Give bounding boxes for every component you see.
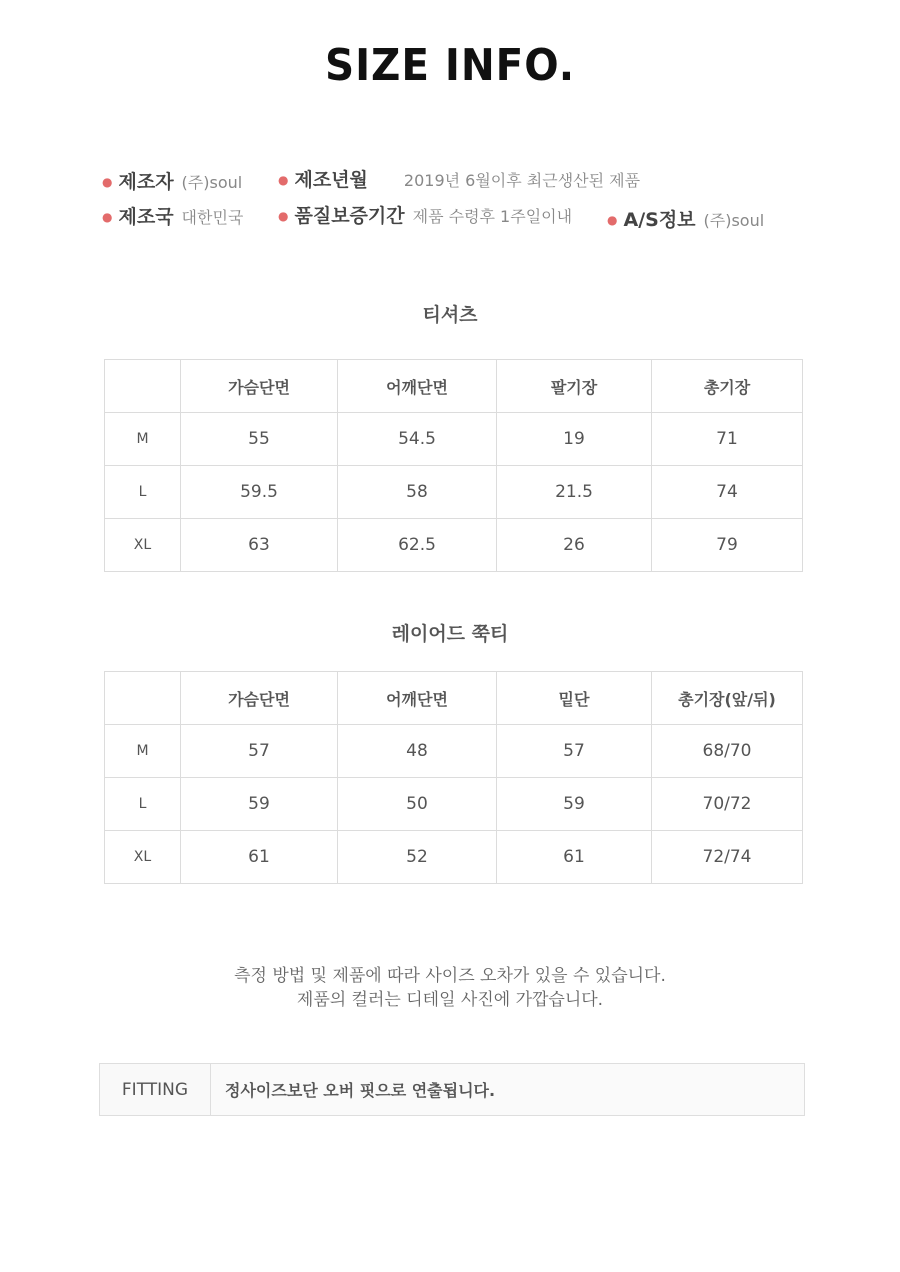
value-cell: 55 — [181, 413, 338, 466]
info-label: 제조자 — [118, 171, 174, 193]
value-cell: 52 — [338, 831, 497, 884]
value-cell: 62.5 — [338, 519, 497, 572]
info-as — [607, 205, 764, 232]
note-line: 측정 방법 및 제품에 따라 사이즈 오차가 있을 수 있습니다. — [234, 966, 666, 986]
value-cell: 19 — [497, 413, 652, 466]
table-row — [105, 831, 803, 884]
header-cell: 가슴단면 — [181, 360, 338, 413]
value-cell: 54.5 — [338, 413, 497, 466]
fitting-box — [99, 1063, 805, 1116]
bullet-icon: ● — [102, 175, 113, 189]
value-cell: 79 — [652, 519, 803, 572]
table-row — [105, 725, 803, 778]
value-cell: 59 — [181, 778, 338, 831]
value-cell: 68/70 — [652, 725, 803, 778]
info-value: 제품 수령후 1주일이내 — [412, 207, 573, 226]
table-row — [105, 519, 803, 572]
value-cell: 57 — [181, 725, 338, 778]
header-cell: 어깨단면 — [338, 672, 497, 725]
value-cell: 26 — [497, 519, 652, 572]
bullet-icon: ● — [607, 213, 618, 227]
info-date — [278, 165, 640, 192]
header-cell: 밑단 — [497, 672, 652, 725]
table-row — [105, 466, 803, 519]
size-cell: XL — [105, 831, 181, 884]
info-warranty — [278, 201, 572, 228]
info-value: 대한민국 — [181, 208, 244, 227]
table-row — [105, 778, 803, 831]
header-cell: 총기장(앞/뒤) — [652, 672, 803, 725]
info-value: (주)soul — [181, 173, 243, 192]
value-cell: 57 — [497, 725, 652, 778]
header-cell: 어깨단면 — [338, 360, 497, 413]
info-value: 2019년 6월이후 최근생산된 제품 — [403, 171, 641, 190]
note-line: 제품의 컬러는 디테일 사진에 가깝습니다. — [296, 990, 604, 1010]
size-table-layered — [104, 671, 803, 884]
info-manufacturer — [102, 167, 242, 194]
section-title-tshirt: 티셔츠 — [422, 304, 478, 326]
info-label: 제조국 — [118, 206, 174, 228]
value-cell: 61 — [181, 831, 338, 884]
size-cell: M — [105, 413, 181, 466]
value-cell: 21.5 — [497, 466, 652, 519]
value-cell: 59.5 — [181, 466, 338, 519]
size-table-tshirt — [104, 359, 803, 572]
fitting-label: FITTING — [100, 1064, 211, 1115]
table-header-row — [105, 672, 803, 725]
value-cell: 72/74 — [652, 831, 803, 884]
header-cell: 총기장 — [652, 360, 803, 413]
value-cell: 59 — [497, 778, 652, 831]
info-value: (주)soul — [703, 211, 765, 230]
bullet-icon: ● — [278, 173, 289, 187]
bullet-icon: ● — [278, 209, 289, 223]
fitting-text: 정사이즈보단 오버 핏으로 연출됩니다. — [211, 1064, 804, 1115]
size-cell: M — [105, 725, 181, 778]
value-cell: 71 — [652, 413, 803, 466]
section-title-layered: 레이어드 쭉티 — [391, 623, 509, 645]
value-cell: 50 — [338, 778, 497, 831]
page-title: SIZE INFO. — [324, 40, 576, 91]
table-header-row — [105, 360, 803, 413]
info-label: 제조년월 — [294, 169, 368, 191]
bullet-icon: ● — [102, 210, 113, 224]
table-row — [105, 413, 803, 466]
info-country — [102, 202, 243, 229]
value-cell: 58 — [338, 466, 497, 519]
info-label: 품질보증기간 — [294, 205, 405, 227]
value-cell: 63 — [181, 519, 338, 572]
info-label: A/S정보 — [623, 209, 696, 231]
header-cell: 가슴단면 — [181, 672, 338, 725]
value-cell: 74 — [652, 466, 803, 519]
header-cell — [105, 360, 181, 413]
size-cell: L — [105, 466, 181, 519]
note-text — [0, 964, 900, 1012]
value-cell: 48 — [338, 725, 497, 778]
header-cell: 팔기장 — [497, 360, 652, 413]
value-cell: 61 — [497, 831, 652, 884]
size-cell: XL — [105, 519, 181, 572]
header-cell — [105, 672, 181, 725]
value-cell: 70/72 — [652, 778, 803, 831]
size-cell: L — [105, 778, 181, 831]
